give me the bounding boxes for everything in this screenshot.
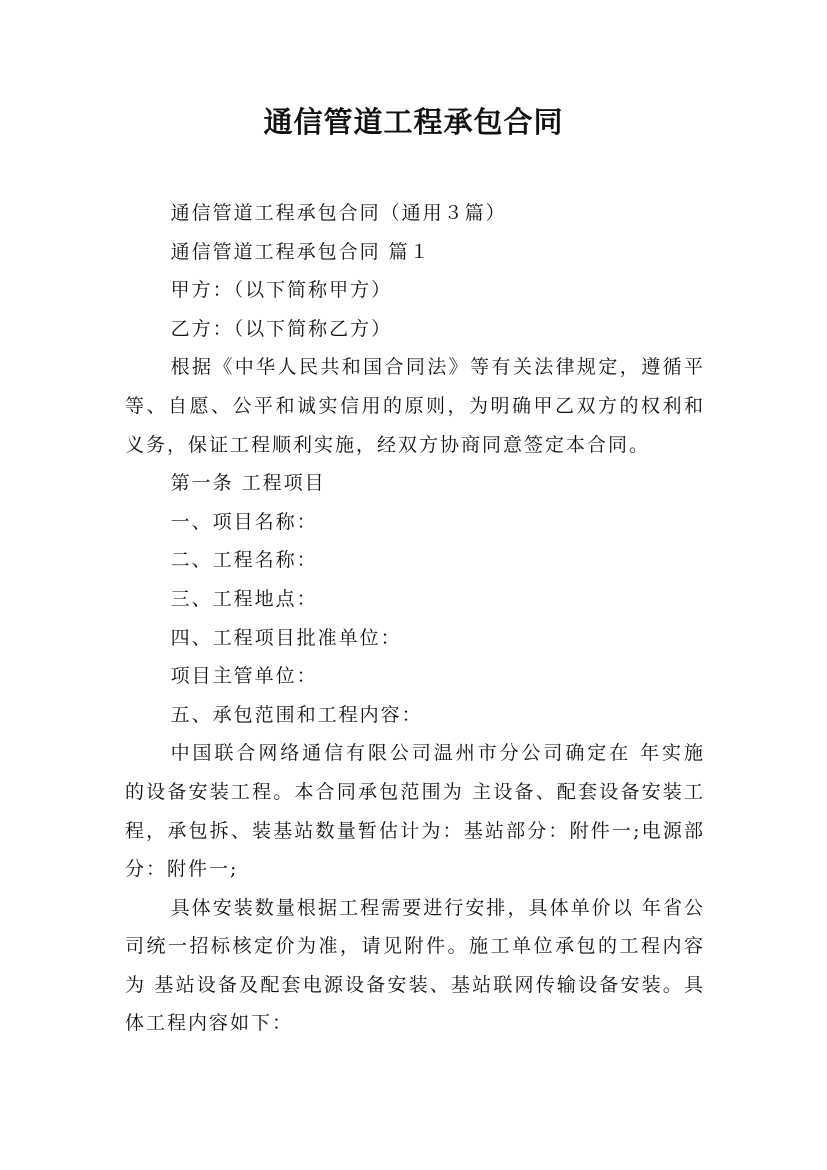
paragraph-engineering-name: 二、工程名称： <box>170 549 318 572</box>
paragraph-preamble: 根据《中华人民共和国合同法》等有关法律规定，遵循平等、自愿、公平和诚实信用的原则，为明确甲乙双方的权利和义务，保证工程顺利实施，经双方协商同意签定本合同。 <box>125 356 705 456</box>
paragraph-party-b: 乙方：（以下简称乙方） <box>170 317 393 340</box>
paragraph-scope-heading: 五、承包范围和工程内容： <box>170 703 423 726</box>
document-title: 通信管道工程承包合同 <box>263 105 564 139</box>
paragraph-installation-detail: 具体安装数量根据工程需要进行安排，具体单价以 年省公司统一招标核定价为准，请见附件。施工单位承包的工程内容为 基站设备及配套电源设备安装、基站联网传输设备安装。具体工程内容如下： <box>125 896 705 1035</box>
paragraph-engineering-location: 三、工程地点： <box>170 587 318 610</box>
paragraph-supervising-unit: 项目主管单位： <box>170 665 318 688</box>
paragraph-party-a: 甲方：（以下简称甲方） <box>170 279 393 302</box>
paragraph-section-heading: 通信管道工程承包合同 篇１ <box>170 240 431 263</box>
paragraph-project-name: 一、项目名称： <box>170 510 318 533</box>
paragraph-scope-detail: 中国联合网络通信有限公司温州市分公司确定在 年实施 的设备安装工程。本合同承包范围为 主设备、配套设备安装工程，承包拆、装基站数量暂估计为：基站部分：附件一;电源部分：附件一; <box>125 742 705 881</box>
document-body <box>125 194 705 1043</box>
paragraph-subtitle: 通信管道工程承包合同（通用３篇） <box>170 202 507 224</box>
paragraph-approval-unit: 四、工程项目批准单位： <box>170 626 402 649</box>
paragraph-article-one: 第一条 工程项目 <box>170 472 326 495</box>
